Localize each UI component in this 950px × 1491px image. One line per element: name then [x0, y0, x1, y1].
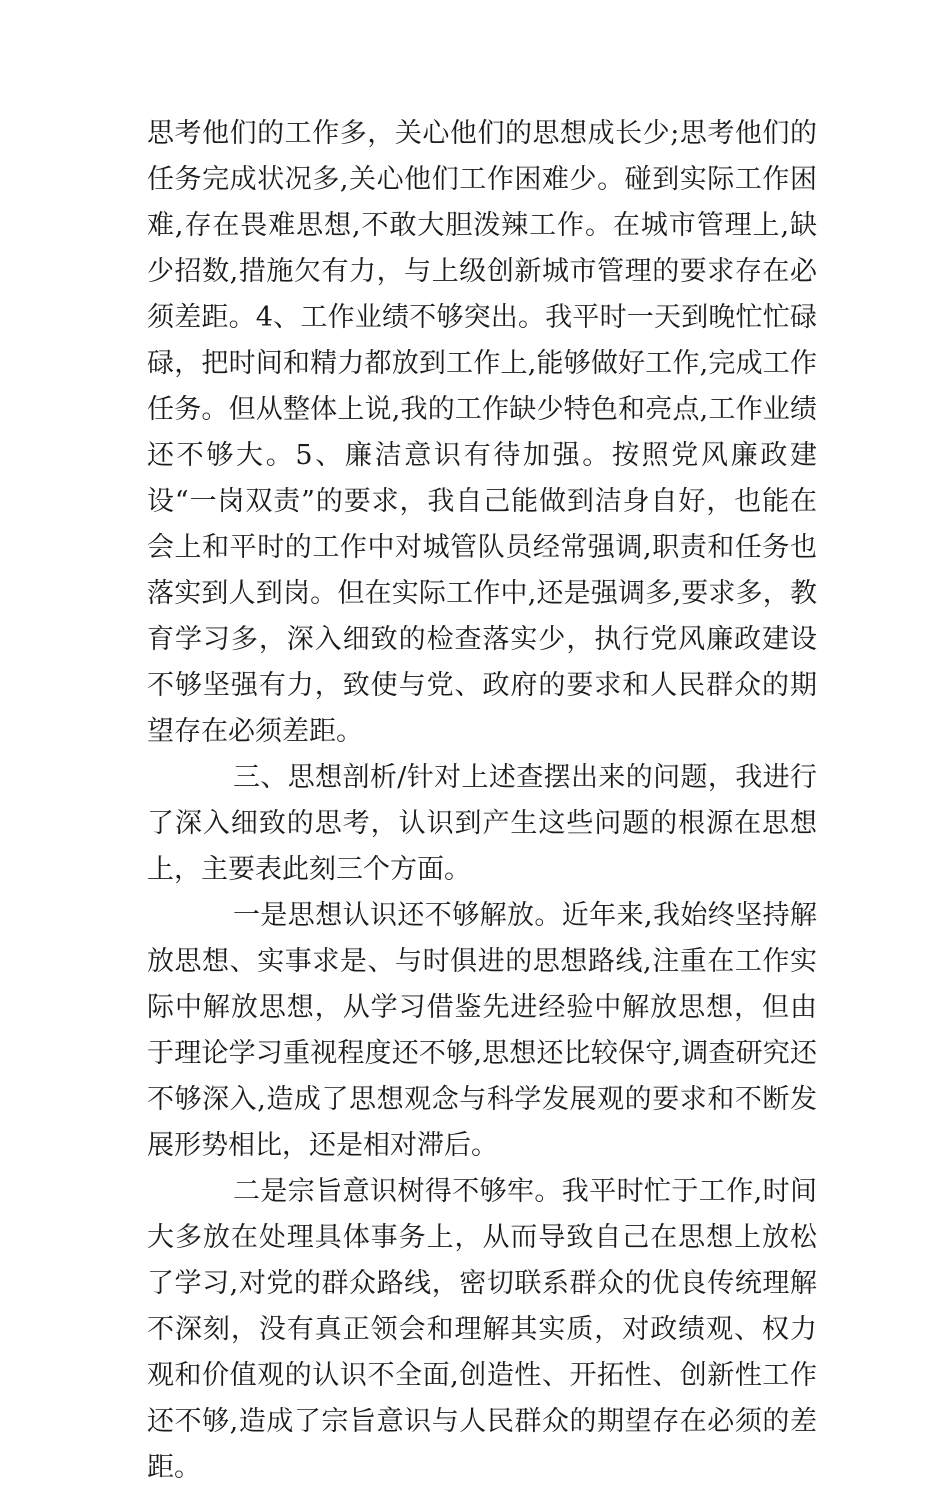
paragraph-ideological-analysis: 三、思想剖析/针对上述查摆出来的问题，我进行了深入细致的思考，认识到产生这些问题的根源在思想上，主要表此刻三个方面。 [147, 762, 817, 885]
paragraph-problems-continued: 思考他们的工作多，关心他们的思想成长少;思考他们的任务完成状况多,关心他们工作困难少。碰到实际工作困难,存在畏难思想,不敢大胆泼辣工作。在城市管理上,缺少招数,措施欠有力，与上级创新城市管理的要求存在必须差距。4、工作业绩不够突出。我平时一天到晚忙忙碌碌，把时间和精力都放到工作上,能够做好工作,完成工作任务。但从整体上说,我的工作缺少特色和亮点,工作业绩还不够大。5、廉洁意识有待加强。按照党风廉政建设“一岗双责”的要求，我自己能做到洁身自好，也能在会上和平时的工作中对城管队员经常强调,职责和任务也落实到人到岗。但在实际工作中,还是强调多,要求多，教育学习多，深入细致的检查落实少，执行党风廉政建设不够坚强有力，致使与党、政府的要求和人民群众的期望存在必须差距。 [147, 118, 817, 747]
paragraph-point-two: 二是宗旨意识树得不够牢。我平时忙于工作,时间大多放在处理具体事务上，从而导致自己在思想上放松了学习,对党的群众路线，密切联系群众的优良传统理解不深刻，没有真正领会和理解其实质，对政绩观、权力观和价值观的认识不全面,创造性、开拓性、创新性工作还不够,造成了宗旨意识与人民群众的期望存在必须的差距。 [147, 1176, 817, 1483]
paragraph-point-one: 一是思想认识还不够解放。近年来,我始终坚持解放思想、实事求是、与时俱进的思想路线,注重在工作实际中解放思想，从学习借鉴先进经验中解放思想，但由于理论学习重视程度还不够,思想还比较保守,调查研究还不够深入,造成了思想观念与科学发展观的要求和不断发展形势相比，还是相对滞后。 [147, 900, 817, 1161]
document-body [147, 111, 817, 1491]
